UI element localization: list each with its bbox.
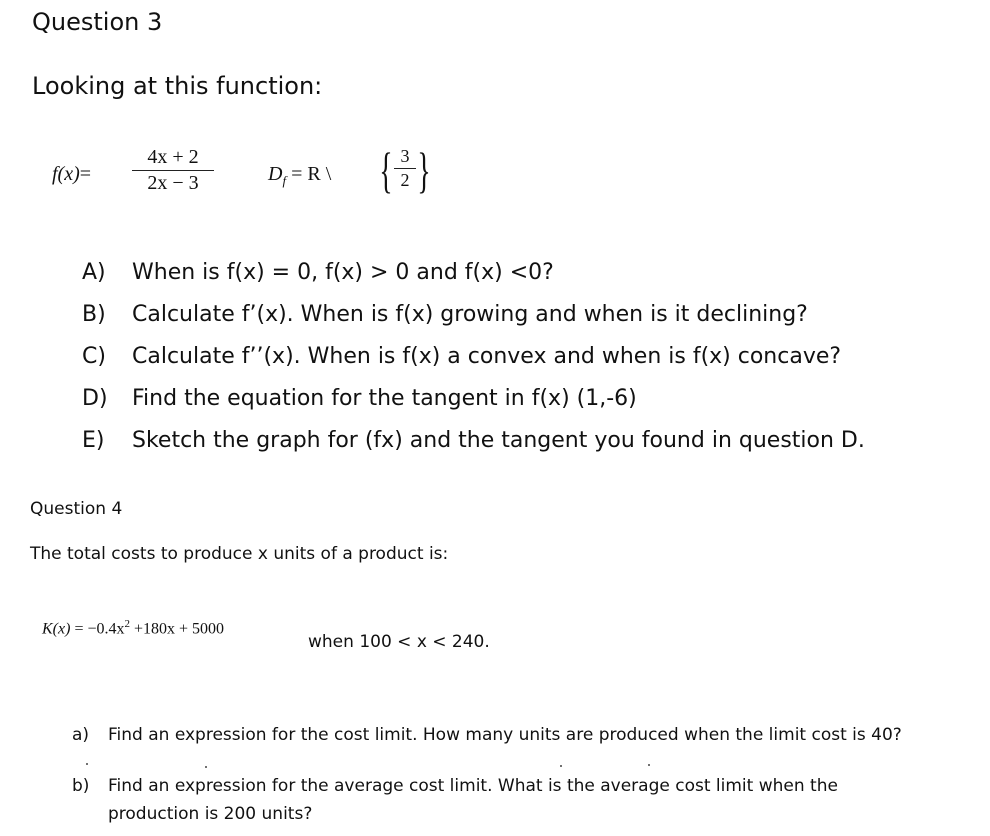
scan-dot [205,766,207,768]
question-4-item-b: b) Find an expression for the average cost limit. What is the average cost limit when the production is 200 units? [72,776,838,824]
list-item: D) Find the equation for the tangent in f(x) (1,-6) [82,386,637,411]
question-3-list [82,252,865,462]
scan-dot [86,763,88,765]
function-numerator: 4x + 2 [147,146,199,168]
cost-formula: $K(x) = -0.4x^2 +180x + 5000$ [42,618,225,638]
fraction-bar [132,170,214,171]
question-4-intro: The total costs to produce x units of a product is: [30,544,449,564]
scan-dot [560,765,562,767]
scan-dot [648,764,650,766]
cost-condition: when 100 < x < 240. [308,632,490,652]
list-item: E) Sketch the graph for (fx) and the tangent you found in question D. [82,428,865,453]
question-4-title: Question 4 [30,499,123,519]
function-denominator: 2x − 3 [147,172,199,194]
right-brace-glyph: } [417,142,431,198]
list-item: C) Calculate f’’(x). When is f(x) a convex and when is f(x) concave? [82,344,842,369]
function-formula [40,142,430,212]
function-fraction [132,146,214,195]
domain-expression: $D_f = R$ \ [268,163,332,188]
function-lhs: f(x)= [52,163,92,185]
excluded-value-fraction: 3 2 [394,146,416,191]
list-item: A) When is f(x) = 0, f(x) > 0 and f(x) <0? [82,260,554,285]
question-3-intro: Looking at this function: [32,72,323,100]
question-4-item-a: a) Find an expression for the cost limit. How many units are produced when the limit cost is 40? [72,725,902,745]
question-3-title: Question 3 [32,8,163,36]
left-brace-glyph: { [379,142,393,198]
list-item: B) Calculate f’(x). When is f(x) growing and when is it declining? [82,302,808,327]
